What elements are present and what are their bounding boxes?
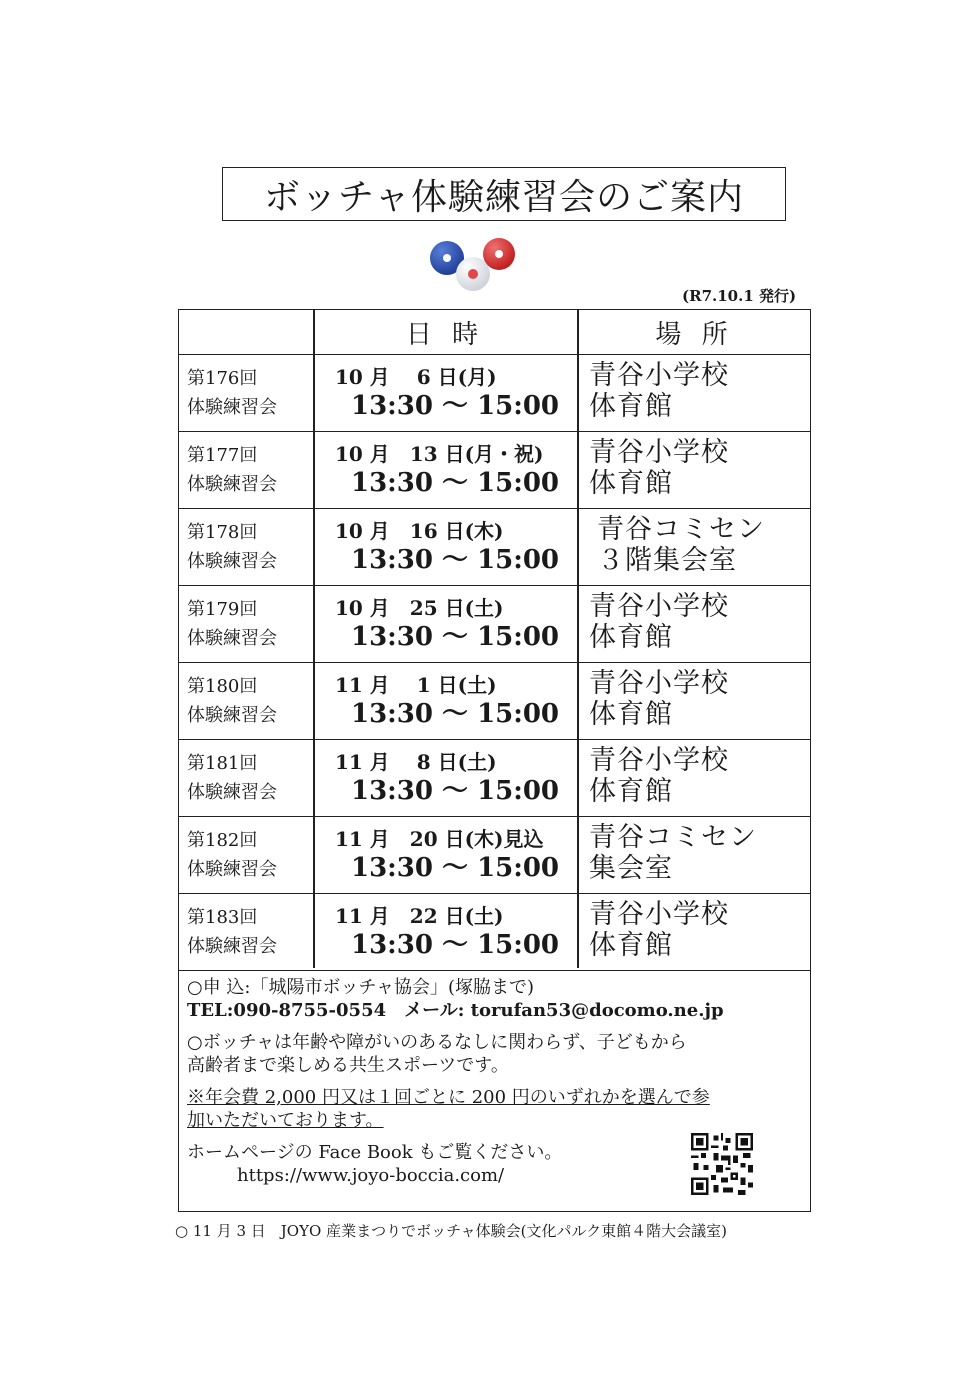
apply-info: ○申 込:「城陽市ボッチャ協会」(塚脇まで) xyxy=(187,977,534,998)
session-type: 体験練習会 xyxy=(187,397,277,418)
session-place: 青谷小学校 体育館 xyxy=(589,745,729,807)
session-time: 13:30 〜 15:00 xyxy=(351,853,560,883)
page-title: ボッチャ体験練習会のご案内 xyxy=(222,167,786,221)
session-time: 13:30 〜 15:00 xyxy=(351,930,560,960)
session-place: 青谷小学校 体育館 xyxy=(589,668,729,730)
table-row xyxy=(179,586,810,663)
boccia-balls-image xyxy=(425,236,525,296)
session-time: 13:30 〜 15:00 xyxy=(351,391,560,421)
session-number: 第182回 xyxy=(187,830,258,851)
fee-text-2: 加いただいております。 xyxy=(187,1110,384,1131)
session-date: 11 月 22 日(土) xyxy=(335,904,504,928)
qr-code-icon[interactable] xyxy=(691,1133,753,1195)
session-place: 青谷小学校 体育館 xyxy=(589,360,729,422)
session-number: 第177回 xyxy=(187,445,258,466)
session-number: 第181回 xyxy=(187,753,258,774)
schedule-sheet xyxy=(178,309,811,1212)
about-text-1: ○ボッチャは年齢や障がいのあるなしに関わらず、子どもから xyxy=(187,1032,687,1053)
table-row xyxy=(179,432,810,509)
header-date: 日 時 xyxy=(405,320,485,350)
session-place: 青谷小学校 体育館 xyxy=(589,899,729,961)
homepage-text: ホームページの Face Book もご覧ください。 xyxy=(187,1142,563,1163)
session-place: 青谷小学校 体育館 xyxy=(589,437,729,499)
footer-note: ○ 11 月 3 日 JOYO 産業まつりでボッチャ体験会(文化パルク東館４階大会議室) xyxy=(175,1222,728,1240)
session-date: 11 月 1 日(土) xyxy=(335,673,497,697)
session-type: 体験練習会 xyxy=(187,551,277,572)
table-header xyxy=(179,310,810,355)
session-date: 11 月 8 日(土) xyxy=(335,750,497,774)
session-time: 13:30 〜 15:00 xyxy=(351,468,560,498)
session-place: 青谷小学校 体育館 xyxy=(589,591,729,653)
header-place: 場 所 xyxy=(655,320,734,350)
homepage-url[interactable]: https://www.joyo-boccia.com/ xyxy=(237,1165,505,1186)
session-number: 第178回 xyxy=(187,522,258,543)
about-text-2: 高齢者まで楽しめる共生スポーツです。 xyxy=(187,1055,509,1076)
session-time: 13:30 〜 15:00 xyxy=(351,622,560,652)
table-row xyxy=(179,817,810,894)
email-address[interactable]: メール: torufan53@docomo.ne.jp xyxy=(404,1000,724,1021)
session-type: 体験練習会 xyxy=(187,936,277,957)
table-row xyxy=(179,894,810,971)
session-place: 青谷コミセン ３階集会室 xyxy=(597,514,765,576)
session-type: 体験練習会 xyxy=(187,474,277,495)
session-number: 第176回 xyxy=(187,368,258,389)
session-date: 10 月 6 日(月) xyxy=(335,365,497,389)
table-row xyxy=(179,663,810,740)
session-number: 第180回 xyxy=(187,676,258,697)
session-date: 10 月 25 日(土) xyxy=(335,596,504,620)
issue-date: (R7.10.1 発行) xyxy=(682,287,797,305)
fee-text-1: ※年会費 2,000 円又は１回ごとに 200 円のいずれかを選んで参 xyxy=(187,1087,710,1108)
session-type: 体験練習会 xyxy=(187,628,277,649)
session-time: 13:30 〜 15:00 xyxy=(351,776,560,806)
session-type: 体験練習会 xyxy=(187,705,277,726)
phone-number: TEL:090-8755-0554 xyxy=(187,1000,387,1021)
session-place: 青谷コミセン 集会室 xyxy=(589,822,757,884)
table-row xyxy=(179,355,810,432)
session-date: 11 月 20 日(木)見込 xyxy=(335,827,544,851)
session-date: 10 月 16 日(木) xyxy=(335,519,504,543)
session-time: 13:30 〜 15:00 xyxy=(351,545,560,575)
session-type: 体験練習会 xyxy=(187,859,277,880)
table-row xyxy=(179,509,810,586)
session-number: 第179回 xyxy=(187,599,258,620)
session-number: 第183回 xyxy=(187,907,258,928)
session-type: 体験練習会 xyxy=(187,782,277,803)
session-date: 10 月 13 日(月・祝) xyxy=(335,442,544,466)
table-row xyxy=(179,740,810,817)
session-time: 13:30 〜 15:00 xyxy=(351,699,560,729)
